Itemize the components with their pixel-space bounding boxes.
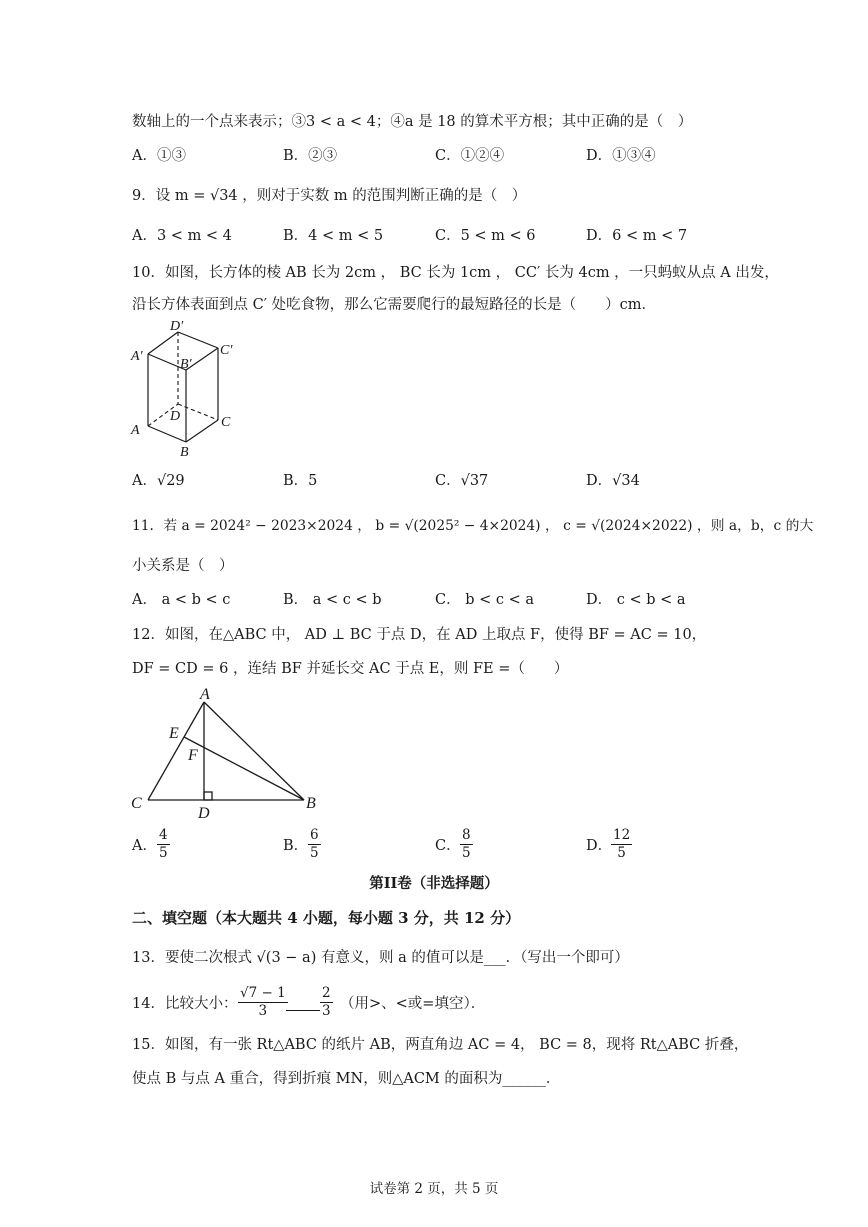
q12-stem-line1: 12．如图，在△ABC 中， AD ⊥ BC 于点 D，在 AD 上取点 F，使得 BF = AC = 10，: [132, 627, 707, 643]
label-d-prime: D′: [170, 319, 184, 334]
q9-option-a: A．3 < m < 4: [132, 228, 232, 244]
q14-fraction-1-num: √7 − 1: [240, 985, 286, 1001]
q9-option-d: D．6 < m < 7: [586, 228, 688, 244]
q12-option-c-den: 5: [462, 845, 471, 861]
label-e: E: [169, 725, 179, 742]
label-b: B: [180, 445, 189, 460]
q8-option-d: D．①③④: [586, 148, 656, 164]
q11-stem-line2: 小关系是（ ）: [132, 558, 234, 574]
label-a-prime: A′: [131, 349, 143, 364]
label-d: D: [198, 805, 210, 822]
part2-title: 第II卷（非选择题）: [369, 875, 499, 892]
q8-stem-tail: 数轴上的一个点来表示；③3 < a < 4；④a 是 18 的算术平方根；其中正确的是（ ）: [132, 114, 693, 130]
q15-stem-line1: 15．如图，有一张 Rt△ABC 的纸片 AB，两直角边 AC = 4， BC = 8，现将 Rt△ABC 折叠，: [132, 1037, 749, 1053]
label-b: B: [306, 795, 316, 812]
q10-option-c: C．√37: [435, 473, 489, 489]
label-c: C: [221, 415, 231, 430]
page-footer: 试卷第 2 页，共 5 页: [369, 1181, 499, 1197]
q9-option-c: C．5 < m < 6: [435, 228, 536, 244]
label-a: A: [200, 686, 210, 703]
q12-option-d-den: 5: [617, 845, 626, 861]
q10-stem-line2: 沿长方体表面到点 C′ 处吃食物，那么它需要爬行的最短路径的长是（ ）cm．: [132, 297, 656, 313]
q10-stem-line1: 10．如图，长方体的棱 AB 长为 2cm ， BC 长为 1cm ， CC′ 长为 4cm ，一只蚂蚁从点 A 出发，: [132, 265, 779, 281]
label-b-prime: B′: [180, 357, 192, 372]
q9-option-b: B．4 < m < 5: [283, 228, 384, 244]
q12-option-c-num: 8: [462, 827, 471, 843]
q12-option-c-letter: C．: [435, 838, 461, 854]
q11-option-b: B． a < c < b: [283, 592, 382, 608]
section2-title: 二、填空题（本大题共 4 小题，每小题 3 分，共 12 分）: [132, 909, 521, 927]
q12-stem-line2: DF = CD = 6 ，连结 BF 并延长交 AC 于点 E，则 FE =（ ）: [132, 661, 569, 677]
q14-fraction-2-num: 2: [322, 985, 331, 1001]
q12-option-a-den: 5: [159, 845, 168, 861]
q10-option-a: A．√29: [132, 473, 185, 489]
label-c: C: [131, 795, 142, 812]
q12-option-a-num: 4: [159, 827, 168, 843]
q12-option-a-fraction: [157, 827, 170, 862]
q12-option-b-den: 5: [310, 845, 319, 861]
q12-option-c-fraction: [460, 827, 473, 862]
q14-answer-blank: [286, 1010, 320, 1011]
triangle-figure: [128, 686, 328, 822]
q12-option-a-letter: A．: [132, 838, 157, 854]
q8-option-c: C．①②④: [435, 148, 505, 164]
q12-option-d-fraction: [611, 827, 632, 862]
q14-fraction-1: [238, 985, 288, 1020]
q8-option-b: B．②③: [283, 148, 338, 164]
label-f: F: [188, 747, 198, 764]
label-d: D: [170, 409, 181, 424]
q11-option-a: A． a < b < c: [132, 592, 231, 608]
q14-suffix: （用>、<或=填空）．: [340, 996, 486, 1012]
q12-option-d-letter: D．: [586, 838, 613, 854]
label-c-prime: C′: [220, 343, 233, 358]
q13-stem: 13．要使二次根式 √(3 − a) 有意义，则 a 的值可以是___．（写出一个即可）: [132, 950, 629, 966]
q10-option-b: B．5: [283, 473, 318, 489]
q12-option-d-num: 12: [613, 827, 631, 843]
q11-option-c: C． b < c < a: [435, 592, 534, 608]
q12-option-b-fraction: [308, 827, 321, 862]
q14-prefix: 14．比较大小：: [132, 996, 238, 1012]
q14-fraction-2-den: 3: [322, 1003, 331, 1019]
q12-option-b-num: 6: [310, 827, 319, 843]
label-a: A: [131, 423, 140, 438]
cuboid-figure: [128, 318, 248, 460]
q14-fraction-1-den: 3: [258, 1003, 268, 1019]
q8-option-a: A．①③: [132, 148, 186, 164]
q14-fraction-2: [320, 985, 333, 1020]
q15-stem-line2: 使点 B 与点 A 重合，得到折痕 MN，则△ACM 的面积为______．: [132, 1071, 561, 1087]
q9-stem: 9．设 m = √34 ，则对于实数 m 的范围判断正确的是（ ）: [132, 188, 527, 204]
q10-option-d: D．√34: [586, 473, 640, 489]
q12-option-b-letter: B．: [283, 838, 309, 854]
q11-stem-line1: 11．若 a = 2024² − 2023×2024 ， b = √(2025² − 4×2024) ， c = √(2024×2022) ，则 a，b，c 的大: [132, 518, 814, 534]
q11-option-d: D． c < b < a: [586, 592, 686, 608]
